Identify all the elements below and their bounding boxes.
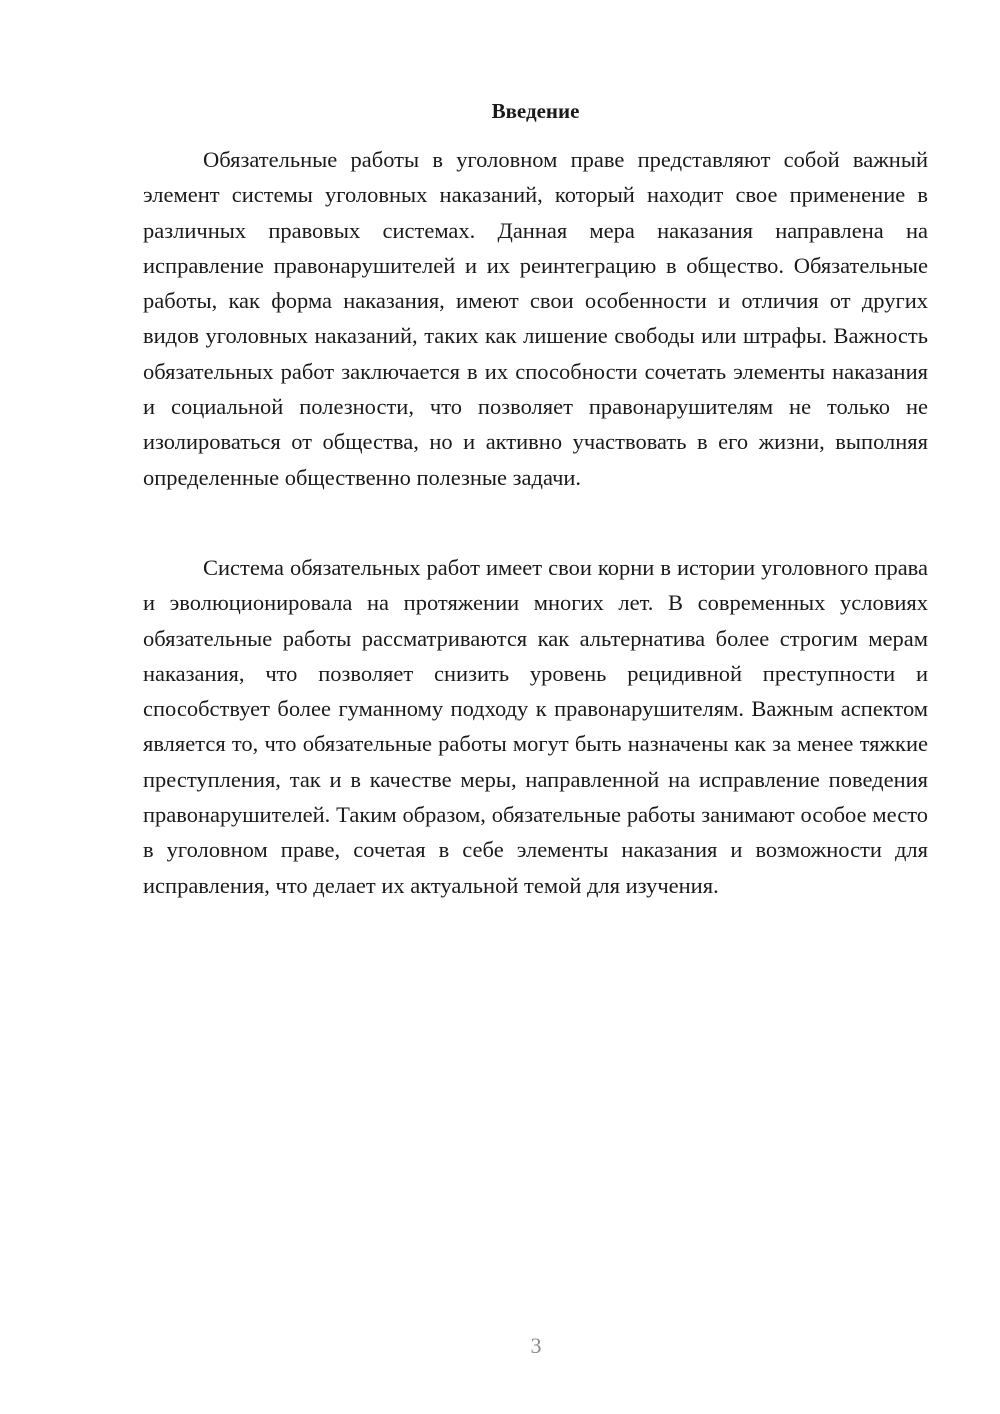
paragraph-2: Система обязательных работ имеет свои корни в истории уголовного права и эволюционировала на протяжении многих лет. В современных условиях обязательные работы рассматриваются как альтернатива более строгим мерам наказания, что позволяет снизить уровень рецидивной преступности и способствует более гуманному подходу к правонарушителям. Важным аспектом является то, что обязательные работы могут быть назначены как за менее тяжкие преступления, так и в качестве меры, направленной на исправление поведения правонарушителей. Таким образом, обязательные работы занимают особое место в уголовном праве, сочетая в себе элементы наказания и возможности для исправления, что делает их актуальной темой для изучения. — [143, 555, 928, 898]
page-number: 3 — [530, 1333, 542, 1358]
paragraph-1: Обязательные работы в уголовном праве представляют собой важный элемент системы уголовных наказаний, который находит свое применение в различных правовых системах. Данная мера наказания направлена на исправление правонарушителей и их реинтеграцию в общество. Обязательные работы, как форма наказания, имеют свои особенности и отличия от других видов уголовных наказаний, таких как лишение свободы или штрафы. Важность обязательных работ заключается в их способности сочетать элементы наказания и социальной полезности, что позволяет правонарушителям не только не изолироваться от общества, но и активно участвовать в его жизни, выполняя определенные общественно полезные задачи. — [143, 147, 928, 490]
section-heading: Введение — [491, 99, 580, 123]
